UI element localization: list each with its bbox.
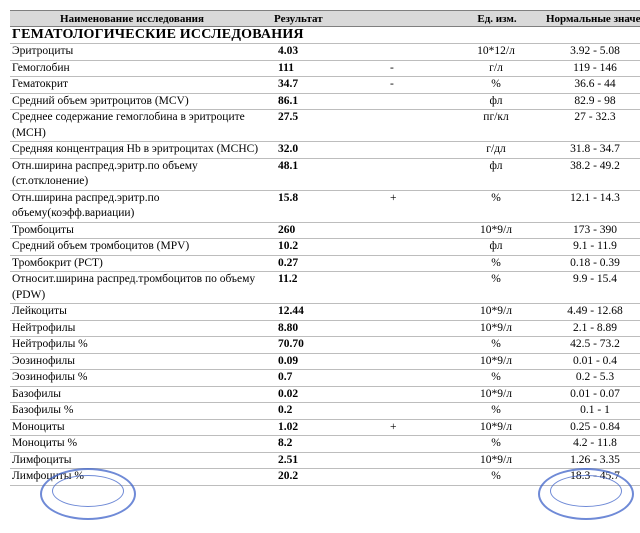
cell-result: 2.51 <box>272 452 362 469</box>
cell-result: 8.2 <box>272 436 362 453</box>
cell-unit: пг/кл <box>452 110 540 142</box>
stamp-right-inner-ring <box>550 475 622 507</box>
cell-unit: г/л <box>452 60 540 77</box>
table-row <box>10 353 640 370</box>
table-row <box>10 436 640 453</box>
cell-name: Тромбокрит (PCT) <box>10 255 272 272</box>
cell-name: Нейтрофилы % <box>10 337 272 354</box>
cell-unit: фл <box>452 158 540 190</box>
cell-name: Эозинофилы % <box>10 370 272 387</box>
cell-flag <box>362 370 452 387</box>
cell-flag <box>362 304 452 321</box>
cell-norm: 1.26 - 3.35 <box>540 452 640 469</box>
cell-name: Базофилы % <box>10 403 272 420</box>
header-name: Наименование исследования <box>10 11 272 27</box>
cell-result: 32.0 <box>272 142 362 159</box>
table-row <box>10 255 640 272</box>
cell-norm: 31.8 - 34.7 <box>540 142 640 159</box>
cell-flag <box>362 337 452 354</box>
cell-result: 1.02 <box>272 419 362 436</box>
cell-unit: % <box>452 469 540 486</box>
cell-name: Моноциты % <box>10 436 272 453</box>
cell-result: 8.80 <box>272 320 362 337</box>
cell-norm: 119 - 146 <box>540 60 640 77</box>
table-row <box>10 386 640 403</box>
cell-name: Гемоглобин <box>10 60 272 77</box>
cell-flag <box>362 320 452 337</box>
table-row <box>10 110 640 142</box>
header-norm: Нормальные значе <box>540 11 640 27</box>
cell-name: Эозинофилы <box>10 353 272 370</box>
cell-flag <box>362 452 452 469</box>
cell-norm: 27 - 32.3 <box>540 110 640 142</box>
cell-unit: 10*12/л <box>452 44 540 61</box>
cell-norm: 9.1 - 11.9 <box>540 239 640 256</box>
cell-result: 0.27 <box>272 255 362 272</box>
cell-result: 260 <box>272 222 362 239</box>
cell-unit: 10*9/л <box>452 222 540 239</box>
cell-name: Лимфоциты <box>10 452 272 469</box>
cell-result: 0.02 <box>272 386 362 403</box>
cell-result: 34.7 <box>272 77 362 94</box>
cell-norm: 0.18 - 0.39 <box>540 255 640 272</box>
section-row <box>10 27 640 44</box>
cell-name: Лимфоциты % <box>10 469 272 486</box>
cell-norm: 9.9 - 15.4 <box>540 272 640 304</box>
cell-unit: % <box>452 337 540 354</box>
header-flag <box>362 11 452 27</box>
cell-norm: 0.2 - 5.3 <box>540 370 640 387</box>
cell-result: 20.2 <box>272 469 362 486</box>
cell-flag <box>362 44 452 61</box>
cell-flag: - <box>362 77 452 94</box>
cell-flag <box>362 93 452 110</box>
cell-unit: 10*9/л <box>452 320 540 337</box>
cell-name: Средняя концентрация Hb в эритроцитах (MCHC) <box>10 142 272 159</box>
cell-flag <box>362 239 452 256</box>
cell-name: Моноциты <box>10 419 272 436</box>
cell-unit: 10*9/л <box>452 419 540 436</box>
table-row <box>10 403 640 420</box>
cell-unit: г/дл <box>452 142 540 159</box>
cell-flag <box>362 142 452 159</box>
table-row <box>10 370 640 387</box>
cell-name: Средний объем эритроцитов (MCV) <box>10 93 272 110</box>
cell-name: Эритроциты <box>10 44 272 61</box>
cell-norm: 36.6 - 44 <box>540 77 640 94</box>
table-row <box>10 419 640 436</box>
cell-result: 48.1 <box>272 158 362 190</box>
cell-result: 12.44 <box>272 304 362 321</box>
stamp-left-inner-ring <box>52 475 124 507</box>
cell-norm: 38.2 - 49.2 <box>540 158 640 190</box>
lab-report-page <box>10 10 640 486</box>
stamp-right-seal <box>538 468 634 520</box>
cell-unit: % <box>452 190 540 222</box>
cell-flag: - <box>362 60 452 77</box>
cell-name: Тромбоциты <box>10 222 272 239</box>
table-row <box>10 222 640 239</box>
header-result: Результат <box>272 11 362 27</box>
cell-flag <box>362 436 452 453</box>
section-title: ГЕМАТОЛОГИЧЕСКИЕ ИССЛЕДОВАНИЯ <box>10 27 640 44</box>
cell-flag <box>362 469 452 486</box>
cell-name: Гематокрит <box>10 77 272 94</box>
table-row <box>10 452 640 469</box>
cell-unit: 10*9/л <box>452 304 540 321</box>
cell-name: Нейтрофилы <box>10 320 272 337</box>
cell-flag <box>362 110 452 142</box>
table-row <box>10 60 640 77</box>
cell-name: Базофилы <box>10 386 272 403</box>
table-row <box>10 158 640 190</box>
cell-unit: 10*9/л <box>452 386 540 403</box>
cell-unit: 10*9/л <box>452 353 540 370</box>
table-row <box>10 304 640 321</box>
cell-unit: фл <box>452 239 540 256</box>
cell-flag <box>362 403 452 420</box>
cell-norm: 3.92 - 5.08 <box>540 44 640 61</box>
table-row <box>10 337 640 354</box>
table-row <box>10 272 640 304</box>
cell-name: Отн.ширина распред.эритр.по объему(коэфф.вариации) <box>10 190 272 222</box>
cell-norm: 82.9 - 98 <box>540 93 640 110</box>
stamp-left-seal <box>40 468 136 520</box>
table-row <box>10 142 640 159</box>
cell-result: 11.2 <box>272 272 362 304</box>
cell-unit: % <box>452 255 540 272</box>
cell-unit: % <box>452 272 540 304</box>
cell-result: 15.8 <box>272 190 362 222</box>
cell-norm: 2.1 - 8.89 <box>540 320 640 337</box>
cell-flag <box>362 272 452 304</box>
cell-norm: 42.5 - 73.2 <box>540 337 640 354</box>
cell-result: 0.7 <box>272 370 362 387</box>
cell-norm: 18.3 - 45.7 <box>540 469 640 486</box>
table-row <box>10 44 640 61</box>
cell-flag <box>362 158 452 190</box>
cell-name: Среднее содержание гемоглобина в эритроците (MCH) <box>10 110 272 142</box>
cell-result: 4.03 <box>272 44 362 61</box>
cell-flag: + <box>362 190 452 222</box>
cell-unit: % <box>452 77 540 94</box>
results-table <box>10 10 640 486</box>
table-row <box>10 77 640 94</box>
cell-name: Средний объем тромбоцитов (MPV) <box>10 239 272 256</box>
cell-norm: 4.2 - 11.8 <box>540 436 640 453</box>
cell-name: Лейкоциты <box>10 304 272 321</box>
cell-result: 27.5 <box>272 110 362 142</box>
cell-result: 0.2 <box>272 403 362 420</box>
cell-result: 70.70 <box>272 337 362 354</box>
cell-flag <box>362 255 452 272</box>
cell-norm: 0.25 - 0.84 <box>540 419 640 436</box>
cell-unit: фл <box>452 93 540 110</box>
cell-norm: 12.1 - 14.3 <box>540 190 640 222</box>
table-header-row <box>10 11 640 27</box>
cell-norm: 0.01 - 0.4 <box>540 353 640 370</box>
cell-unit: % <box>452 436 540 453</box>
table-row <box>10 320 640 337</box>
cell-unit: % <box>452 403 540 420</box>
cell-unit: % <box>452 370 540 387</box>
table-row <box>10 239 640 256</box>
cell-name: Относит.ширина распред.тромбоцитов по объему (PDW) <box>10 272 272 304</box>
cell-norm: 173 - 390 <box>540 222 640 239</box>
cell-unit: 10*9/л <box>452 452 540 469</box>
table-row <box>10 93 640 110</box>
header-unit: Ед. изм. <box>452 11 540 27</box>
cell-norm: 4.49 - 12.68 <box>540 304 640 321</box>
cell-norm: 0.01 - 0.07 <box>540 386 640 403</box>
cell-flag: + <box>362 419 452 436</box>
cell-result: 86.1 <box>272 93 362 110</box>
cell-result: 0.09 <box>272 353 362 370</box>
cell-norm: 0.1 - 1 <box>540 403 640 420</box>
cell-result: 111 <box>272 60 362 77</box>
cell-result: 10.2 <box>272 239 362 256</box>
table-row <box>10 190 640 222</box>
cell-flag <box>362 353 452 370</box>
cell-flag <box>362 222 452 239</box>
cell-name: Отн.ширина распред.эритр.по объему (ст.отклонение) <box>10 158 272 190</box>
cell-flag <box>362 386 452 403</box>
